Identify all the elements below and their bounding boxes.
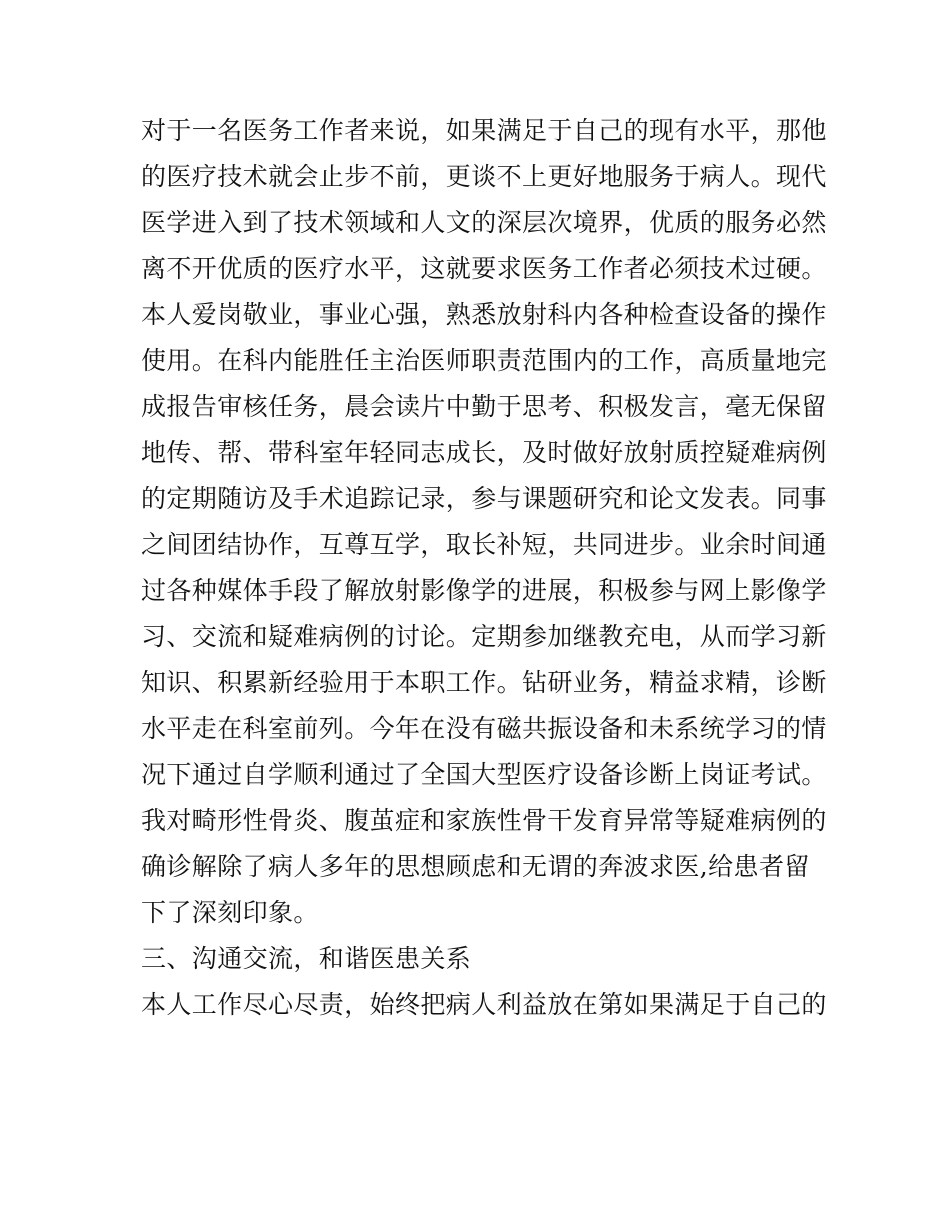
text-line: 成报告审核任务，晨会读片中勤于思考、积极发言，毫无保留: [141, 392, 827, 421]
text-line: 下了深刻印象。: [141, 898, 319, 927]
text-line: 知识、积累新经验用于本职工作。钻研业务，精益求精，诊断: [141, 668, 827, 697]
section-heading: 三、沟通交流，和谐医患关系: [141, 944, 472, 973]
text-line: 医学进入到了技术领域和人文的深层次境界，优质的服务必然: [141, 208, 827, 237]
text-line: 过各种媒体手段了解放射影像学的进展，积极参与网上影像学: [141, 576, 827, 605]
text-line: 的医疗技术就会止步不前，更谈不上更好地服务于病人。现代: [141, 162, 827, 191]
text-line: 习、交流和疑难病例的讨论。定期参加继教充电，从而学习新: [141, 622, 827, 651]
text-line: 本人工作尽心尽责，始终把病人利益放在第如果满足于自己的: [141, 990, 827, 1019]
text-line: 况下通过自学顺利通过了全国大型医疗设备诊断上岗证考试。: [141, 760, 827, 789]
text-line: 本人爱岗敬业，事业心强，熟悉放射科内各种检查设备的操作: [141, 300, 827, 329]
text-line: 我对畸形性骨炎、腹茧症和家族性骨干发育异常等疑难病例的: [141, 806, 827, 835]
body-text: [141, 108, 827, 1028]
text-line: 离不开优质的医疗水平，这就要求医务工作者必须技术过硬。: [141, 254, 827, 283]
text-line: 使用。在科内能胜任主治医师职责范围内的工作，高质量地完: [141, 346, 827, 375]
text-line: 确诊解除了病人多年的思想顾虑和无谓的奔波求医,给患者留: [141, 852, 810, 881]
text-line: 之间团结协作，互尊互学，取长补短，共同进步。业余时间通: [141, 530, 827, 559]
text-line: 地传、帮、带科室年轻同志成长，及时做好放射质控疑难病例: [141, 438, 827, 467]
text-line: 水平走在科室前列。今年在没有磁共振设备和未系统学习的情: [141, 714, 827, 743]
text-line: 的定期随访及手术追踪记录，参与课题研究和论文发表。同事: [141, 484, 827, 513]
text-line: 对于一名医务工作者来说，如果满足于自己的现有水平，那他: [141, 116, 827, 145]
